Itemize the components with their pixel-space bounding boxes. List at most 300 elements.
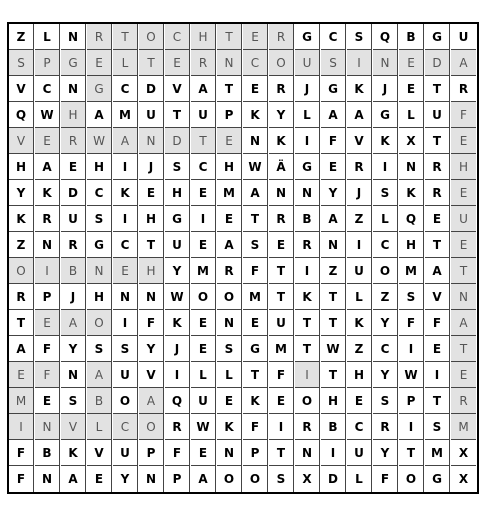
grid-cell[interactable]: E <box>451 128 476 154</box>
grid-cell[interactable]: T <box>321 310 346 336</box>
grid-cell[interactable]: N <box>139 128 164 154</box>
grid-cell[interactable]: S <box>321 50 346 76</box>
grid-cell[interactable]: D <box>321 466 346 492</box>
grid-cell[interactable]: A <box>217 232 242 258</box>
grid-cell[interactable]: T <box>9 310 34 336</box>
grid-cell[interactable]: U <box>113 362 138 388</box>
grid-cell[interactable]: J <box>373 76 398 102</box>
grid-cell[interactable]: T <box>425 76 450 102</box>
grid-cell[interactable]: E <box>347 388 372 414</box>
grid-cell[interactable]: B <box>295 206 320 232</box>
grid-cell[interactable]: P <box>399 388 424 414</box>
grid-cell[interactable]: Z <box>9 24 34 50</box>
grid-cell[interactable]: F <box>9 440 34 466</box>
grid-cell[interactable]: T <box>451 336 476 362</box>
grid-cell[interactable]: Y <box>165 258 190 284</box>
grid-cell[interactable]: E <box>243 310 268 336</box>
grid-cell[interactable]: I <box>347 232 372 258</box>
grid-cell[interactable]: I <box>295 258 320 284</box>
grid-cell[interactable]: I <box>295 128 320 154</box>
grid-cell[interactable]: R <box>295 414 320 440</box>
grid-cell[interactable]: H <box>347 362 372 388</box>
grid-cell[interactable]: S <box>87 336 112 362</box>
grid-cell[interactable]: S <box>113 336 138 362</box>
grid-cell[interactable]: H <box>87 154 112 180</box>
grid-cell[interactable]: L <box>191 362 216 388</box>
grid-cell[interactable]: V <box>425 284 450 310</box>
grid-cell[interactable]: P <box>35 284 60 310</box>
grid-cell[interactable]: O <box>295 388 320 414</box>
grid-cell[interactable]: C <box>347 414 372 440</box>
grid-cell[interactable]: B <box>35 440 60 466</box>
grid-cell[interactable]: F <box>243 414 268 440</box>
grid-cell[interactable]: U <box>269 310 294 336</box>
grid-cell[interactable]: T <box>295 336 320 362</box>
grid-cell[interactable]: N <box>295 180 320 206</box>
grid-cell[interactable]: V <box>61 414 86 440</box>
grid-cell[interactable]: I <box>269 414 294 440</box>
grid-cell[interactable]: G <box>87 76 112 102</box>
grid-cell[interactable]: E <box>191 336 216 362</box>
grid-cell[interactable]: U <box>139 102 164 128</box>
grid-cell[interactable]: N <box>61 362 86 388</box>
grid-cell[interactable]: E <box>217 388 242 414</box>
grid-cell[interactable]: R <box>425 180 450 206</box>
grid-cell[interactable]: R <box>451 76 476 102</box>
grid-cell[interactable]: N <box>139 466 164 492</box>
grid-cell[interactable]: K <box>217 414 242 440</box>
grid-cell[interactable]: I <box>35 258 60 284</box>
grid-cell[interactable]: Q <box>165 388 190 414</box>
grid-cell[interactable]: E <box>399 50 424 76</box>
grid-cell[interactable]: F <box>243 258 268 284</box>
grid-cell[interactable]: E <box>165 50 190 76</box>
grid-cell[interactable]: F <box>321 128 346 154</box>
grid-cell[interactable]: B <box>399 24 424 50</box>
grid-cell[interactable]: K <box>347 310 372 336</box>
grid-cell[interactable]: G <box>425 24 450 50</box>
grid-cell[interactable]: N <box>35 232 60 258</box>
grid-cell[interactable]: L <box>87 414 112 440</box>
grid-cell[interactable]: E <box>321 154 346 180</box>
grid-cell[interactable]: M <box>9 388 34 414</box>
grid-cell[interactable]: C <box>35 76 60 102</box>
grid-cell[interactable]: L <box>399 102 424 128</box>
grid-cell[interactable]: U <box>451 24 476 50</box>
grid-cell[interactable]: Y <box>9 180 34 206</box>
grid-cell[interactable]: E <box>217 206 242 232</box>
grid-cell[interactable]: N <box>35 414 60 440</box>
grid-cell[interactable]: N <box>217 440 242 466</box>
grid-cell[interactable]: M <box>425 440 450 466</box>
grid-cell[interactable]: R <box>217 258 242 284</box>
grid-cell[interactable]: Q <box>9 102 34 128</box>
grid-cell[interactable]: U <box>295 50 320 76</box>
grid-cell[interactable]: M <box>113 102 138 128</box>
grid-cell[interactable]: G <box>243 336 268 362</box>
grid-cell[interactable]: Z <box>347 206 372 232</box>
grid-cell[interactable]: E <box>243 76 268 102</box>
grid-cell[interactable]: E <box>269 388 294 414</box>
grid-cell[interactable]: Y <box>373 310 398 336</box>
grid-cell[interactable]: O <box>87 310 112 336</box>
grid-cell[interactable]: P <box>35 50 60 76</box>
grid-cell[interactable]: H <box>9 154 34 180</box>
grid-cell[interactable]: R <box>295 232 320 258</box>
grid-cell[interactable]: A <box>61 466 86 492</box>
grid-cell[interactable]: I <box>347 50 372 76</box>
grid-cell[interactable]: I <box>113 154 138 180</box>
grid-cell[interactable]: O <box>243 466 268 492</box>
grid-cell[interactable]: V <box>165 76 190 102</box>
grid-cell[interactable]: T <box>269 258 294 284</box>
grid-cell[interactable]: E <box>139 180 164 206</box>
grid-cell[interactable]: M <box>269 336 294 362</box>
grid-cell[interactable]: B <box>87 388 112 414</box>
grid-cell[interactable]: V <box>347 128 372 154</box>
grid-cell[interactable]: G <box>295 154 320 180</box>
grid-cell[interactable]: W <box>321 336 346 362</box>
grid-cell[interactable]: A <box>35 154 60 180</box>
grid-cell[interactable]: L <box>295 102 320 128</box>
grid-cell[interactable]: W <box>243 154 268 180</box>
grid-cell[interactable]: X <box>399 128 424 154</box>
grid-cell[interactable]: E <box>217 128 242 154</box>
grid-cell[interactable]: N <box>373 50 398 76</box>
grid-cell[interactable]: O <box>9 258 34 284</box>
grid-cell[interactable]: U <box>347 440 372 466</box>
grid-cell[interactable]: M <box>191 258 216 284</box>
grid-cell[interactable]: R <box>269 24 294 50</box>
grid-cell[interactable]: T <box>425 388 450 414</box>
grid-cell[interactable]: A <box>425 258 450 284</box>
grid-cell[interactable]: T <box>269 440 294 466</box>
grid-cell[interactable]: K <box>373 128 398 154</box>
grid-cell[interactable]: C <box>113 232 138 258</box>
grid-cell[interactable]: J <box>165 336 190 362</box>
grid-cell[interactable]: K <box>399 180 424 206</box>
grid-cell[interactable]: T <box>113 24 138 50</box>
grid-cell[interactable]: H <box>321 388 346 414</box>
grid-cell[interactable]: D <box>139 76 164 102</box>
grid-cell[interactable]: Z <box>9 232 34 258</box>
grid-cell[interactable]: O <box>139 24 164 50</box>
grid-cell[interactable]: R <box>191 50 216 76</box>
grid-cell[interactable]: C <box>87 180 112 206</box>
grid-cell[interactable]: A <box>347 102 372 128</box>
grid-cell[interactable]: R <box>165 414 190 440</box>
grid-cell[interactable]: G <box>321 76 346 102</box>
grid-cell[interactable]: R <box>425 154 450 180</box>
grid-cell[interactable]: L <box>347 466 372 492</box>
grid-cell[interactable]: M <box>451 414 476 440</box>
grid-cell[interactable]: K <box>35 180 60 206</box>
grid-cell[interactable]: U <box>165 232 190 258</box>
grid-cell[interactable]: M <box>217 180 242 206</box>
grid-cell[interactable]: H <box>87 284 112 310</box>
grid-cell[interactable]: T <box>399 440 424 466</box>
grid-cell[interactable]: K <box>243 388 268 414</box>
grid-cell[interactable]: A <box>113 128 138 154</box>
grid-cell[interactable]: E <box>9 362 34 388</box>
grid-cell[interactable]: N <box>451 284 476 310</box>
grid-cell[interactable]: A <box>61 310 86 336</box>
grid-cell[interactable]: H <box>191 24 216 50</box>
grid-cell[interactable]: Z <box>347 336 372 362</box>
grid-cell[interactable]: N <box>217 50 242 76</box>
grid-cell[interactable]: V <box>9 76 34 102</box>
grid-cell[interactable]: F <box>35 336 60 362</box>
grid-cell[interactable]: N <box>35 466 60 492</box>
grid-cell[interactable]: T <box>451 258 476 284</box>
grid-cell[interactable]: O <box>139 414 164 440</box>
grid-cell[interactable]: O <box>399 466 424 492</box>
grid-cell[interactable]: X <box>451 466 476 492</box>
grid-cell[interactable]: O <box>113 388 138 414</box>
grid-cell[interactable]: C <box>373 232 398 258</box>
grid-cell[interactable]: F <box>139 310 164 336</box>
grid-cell[interactable]: J <box>295 76 320 102</box>
grid-cell[interactable]: W <box>399 362 424 388</box>
grid-cell[interactable]: U <box>61 206 86 232</box>
grid-cell[interactable]: D <box>165 128 190 154</box>
grid-cell[interactable]: B <box>321 414 346 440</box>
grid-cell[interactable]: K <box>61 440 86 466</box>
grid-cell[interactable]: O <box>269 50 294 76</box>
grid-cell[interactable]: E <box>399 76 424 102</box>
grid-cell[interactable]: R <box>61 128 86 154</box>
grid-cell[interactable]: Y <box>139 336 164 362</box>
grid-cell[interactable]: S <box>373 388 398 414</box>
grid-cell[interactable]: V <box>87 440 112 466</box>
grid-cell[interactable]: S <box>9 50 34 76</box>
grid-cell[interactable]: B <box>61 258 86 284</box>
grid-cell[interactable]: Q <box>399 206 424 232</box>
grid-cell[interactable]: A <box>191 466 216 492</box>
grid-cell[interactable]: K <box>9 206 34 232</box>
grid-cell[interactable]: F <box>373 466 398 492</box>
grid-cell[interactable]: F <box>399 310 424 336</box>
grid-cell[interactable]: N <box>61 24 86 50</box>
grid-cell[interactable]: T <box>321 362 346 388</box>
grid-cell[interactable]: W <box>35 102 60 128</box>
grid-cell[interactable]: P <box>165 466 190 492</box>
grid-cell[interactable]: N <box>87 258 112 284</box>
grid-cell[interactable]: C <box>243 50 268 76</box>
grid-cell[interactable]: G <box>425 466 450 492</box>
grid-cell[interactable]: A <box>191 76 216 102</box>
grid-cell[interactable]: Ä <box>269 154 294 180</box>
grid-cell[interactable]: K <box>295 284 320 310</box>
grid-cell[interactable]: U <box>347 258 372 284</box>
grid-cell[interactable]: T <box>217 76 242 102</box>
grid-cell[interactable]: I <box>9 414 34 440</box>
grid-cell[interactable]: E <box>35 310 60 336</box>
grid-cell[interactable]: S <box>87 206 112 232</box>
grid-cell[interactable]: A <box>321 206 346 232</box>
grid-cell[interactable]: S <box>165 154 190 180</box>
grid-cell[interactable]: U <box>113 440 138 466</box>
grid-cell[interactable]: I <box>191 206 216 232</box>
grid-cell[interactable]: Y <box>113 466 138 492</box>
grid-cell[interactable]: I <box>373 154 398 180</box>
grid-cell[interactable]: Q <box>373 24 398 50</box>
grid-cell[interactable]: H <box>451 154 476 180</box>
grid-cell[interactable]: F <box>35 362 60 388</box>
grid-cell[interactable]: N <box>217 310 242 336</box>
grid-cell[interactable]: F <box>425 310 450 336</box>
grid-cell[interactable]: H <box>61 102 86 128</box>
grid-cell[interactable]: Y <box>373 362 398 388</box>
grid-cell[interactable]: T <box>243 362 268 388</box>
grid-cell[interactable]: N <box>139 284 164 310</box>
grid-cell[interactable]: U <box>191 388 216 414</box>
grid-cell[interactable]: T <box>295 310 320 336</box>
grid-cell[interactable]: R <box>9 284 34 310</box>
grid-cell[interactable]: X <box>295 466 320 492</box>
grid-cell[interactable]: U <box>191 102 216 128</box>
grid-cell[interactable]: S <box>243 232 268 258</box>
grid-cell[interactable]: E <box>35 128 60 154</box>
grid-cell[interactable]: O <box>191 284 216 310</box>
grid-cell[interactable]: T <box>217 24 242 50</box>
grid-cell[interactable]: R <box>87 24 112 50</box>
grid-cell[interactable]: R <box>269 206 294 232</box>
grid-cell[interactable]: E <box>451 232 476 258</box>
grid-cell[interactable]: N <box>399 154 424 180</box>
grid-cell[interactable]: T <box>139 232 164 258</box>
grid-cell[interactable]: C <box>165 24 190 50</box>
grid-cell[interactable]: Y <box>321 180 346 206</box>
grid-cell[interactable]: E <box>269 232 294 258</box>
grid-cell[interactable]: L <box>217 362 242 388</box>
grid-cell[interactable]: T <box>269 284 294 310</box>
grid-cell[interactable]: R <box>269 76 294 102</box>
grid-cell[interactable]: F <box>269 362 294 388</box>
grid-cell[interactable]: R <box>451 388 476 414</box>
grid-cell[interactable]: R <box>35 206 60 232</box>
grid-cell[interactable]: E <box>191 232 216 258</box>
grid-cell[interactable]: E <box>87 466 112 492</box>
grid-cell[interactable]: E <box>191 440 216 466</box>
grid-cell[interactable]: E <box>451 362 476 388</box>
grid-cell[interactable]: H <box>165 180 190 206</box>
grid-cell[interactable]: P <box>139 440 164 466</box>
grid-cell[interactable]: A <box>87 362 112 388</box>
grid-cell[interactable]: A <box>321 102 346 128</box>
grid-cell[interactable]: K <box>243 102 268 128</box>
grid-cell[interactable]: J <box>61 284 86 310</box>
grid-cell[interactable]: K <box>269 128 294 154</box>
grid-cell[interactable]: K <box>165 310 190 336</box>
grid-cell[interactable]: R <box>61 232 86 258</box>
grid-cell[interactable]: A <box>243 180 268 206</box>
grid-cell[interactable]: U <box>425 102 450 128</box>
grid-cell[interactable]: Z <box>321 258 346 284</box>
grid-cell[interactable]: S <box>217 336 242 362</box>
grid-cell[interactable]: N <box>295 440 320 466</box>
grid-cell[interactable]: L <box>35 24 60 50</box>
grid-cell[interactable]: R <box>347 154 372 180</box>
grid-cell[interactable]: S <box>425 414 450 440</box>
grid-cell[interactable]: T <box>165 102 190 128</box>
grid-cell[interactable]: F <box>165 440 190 466</box>
grid-cell[interactable]: T <box>425 232 450 258</box>
grid-cell[interactable]: G <box>165 206 190 232</box>
grid-cell[interactable]: N <box>113 284 138 310</box>
grid-cell[interactable]: I <box>165 362 190 388</box>
grid-cell[interactable]: A <box>451 310 476 336</box>
grid-cell[interactable]: X <box>451 440 476 466</box>
grid-cell[interactable]: I <box>113 206 138 232</box>
grid-cell[interactable]: S <box>347 24 372 50</box>
grid-cell[interactable]: W <box>87 128 112 154</box>
grid-cell[interactable]: H <box>139 206 164 232</box>
grid-cell[interactable]: Y <box>373 440 398 466</box>
grid-cell[interactable]: I <box>113 310 138 336</box>
grid-cell[interactable]: C <box>191 154 216 180</box>
grid-cell[interactable]: L <box>347 284 372 310</box>
grid-cell[interactable]: W <box>191 414 216 440</box>
grid-cell[interactable]: I <box>399 336 424 362</box>
grid-cell[interactable]: S <box>61 388 86 414</box>
grid-cell[interactable]: E <box>35 388 60 414</box>
grid-cell[interactable]: E <box>425 336 450 362</box>
grid-cell[interactable]: C <box>113 414 138 440</box>
grid-cell[interactable]: D <box>61 180 86 206</box>
grid-cell[interactable]: O <box>217 284 242 310</box>
grid-cell[interactable]: P <box>217 102 242 128</box>
grid-cell[interactable]: T <box>425 128 450 154</box>
grid-cell[interactable]: L <box>373 206 398 232</box>
grid-cell[interactable]: C <box>321 24 346 50</box>
grid-cell[interactable]: M <box>243 284 268 310</box>
grid-cell[interactable]: C <box>113 76 138 102</box>
grid-cell[interactable]: O <box>217 466 242 492</box>
grid-cell[interactable]: N <box>321 232 346 258</box>
grid-cell[interactable]: O <box>373 258 398 284</box>
grid-cell[interactable]: N <box>61 76 86 102</box>
grid-cell[interactable]: J <box>347 180 372 206</box>
grid-cell[interactable]: E <box>451 180 476 206</box>
grid-cell[interactable]: V <box>139 362 164 388</box>
grid-cell[interactable]: T <box>321 284 346 310</box>
grid-cell[interactable]: A <box>87 102 112 128</box>
grid-cell[interactable]: G <box>61 50 86 76</box>
grid-cell[interactable]: E <box>243 24 268 50</box>
grid-cell[interactable]: R <box>373 414 398 440</box>
grid-cell[interactable]: T <box>139 50 164 76</box>
grid-cell[interactable]: T <box>243 206 268 232</box>
grid-cell[interactable]: Y <box>269 102 294 128</box>
grid-cell[interactable]: E <box>191 310 216 336</box>
grid-cell[interactable]: I <box>425 362 450 388</box>
grid-cell[interactable]: J <box>139 154 164 180</box>
grid-cell[interactable]: S <box>373 180 398 206</box>
grid-cell[interactable]: H <box>139 258 164 284</box>
grid-cell[interactable]: I <box>295 362 320 388</box>
grid-cell[interactable]: G <box>295 24 320 50</box>
grid-cell[interactable]: K <box>347 76 372 102</box>
grid-cell[interactable]: M <box>399 258 424 284</box>
grid-cell[interactable]: P <box>243 440 268 466</box>
grid-cell[interactable]: F <box>451 102 476 128</box>
grid-cell[interactable]: H <box>217 154 242 180</box>
grid-cell[interactable]: E <box>61 154 86 180</box>
grid-cell[interactable]: E <box>113 258 138 284</box>
grid-cell[interactable]: E <box>191 180 216 206</box>
grid-cell[interactable]: E <box>87 50 112 76</box>
